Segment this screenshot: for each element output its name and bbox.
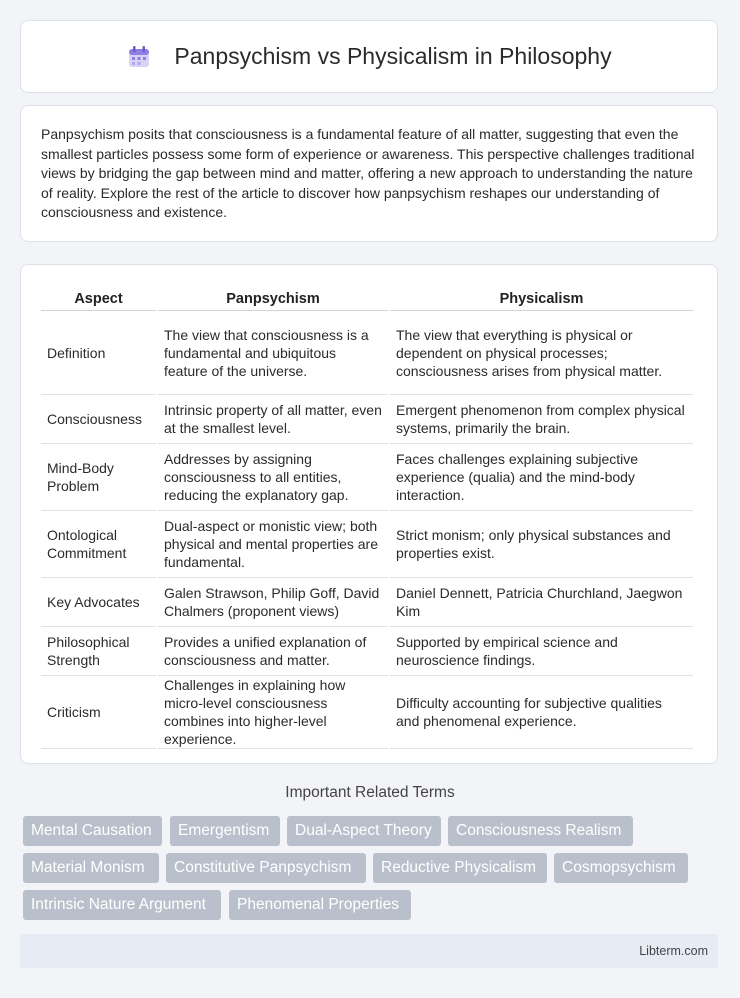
table-row — [41, 444, 693, 511]
row-physicalism: Supported by empirical science and neuroscience findings. — [390, 627, 693, 676]
tag-intrinsic-nature-argument[interactable]: Intrinsic Nature Argument — [23, 890, 221, 920]
header-panpsychism: Panpsychism — [158, 287, 388, 311]
table-row — [41, 627, 693, 676]
row-physicalism: Faces challenges explaining subjective experience (qualia) and the mind-body interaction. — [390, 444, 693, 511]
tag-material-monism[interactable]: Material Monism — [23, 853, 159, 883]
tag-phenomenal-properties[interactable]: Phenomenal Properties — [229, 890, 411, 920]
tag-dual-aspect-theory[interactable]: Dual-Aspect Theory — [287, 816, 441, 846]
row-physicalism: Strict monism; only physical substances and properties exist. — [390, 511, 693, 578]
row-aspect: Criticism — [41, 676, 156, 749]
table-header-row — [41, 287, 693, 311]
row-panpsychism: Provides a unified explanation of consciousness and matter. — [158, 627, 388, 676]
row-aspect: Ontological Commitment — [41, 511, 156, 578]
row-panpsychism: Galen Strawson, Philip Goff, David Chalmers (proponent views) — [158, 578, 388, 627]
intro-text: Panpsychism posits that consciousness is a fundamental feature of all matter, suggesting that even the smallest particles possess some form of experience or awareness. This perspective challenges traditional views by bridging the gap between mind and matter, offering a new approach to understanding the nature of reality. Explore the rest of the article to discover how panpsychism reshapes our understanding of consciousness and existence. — [41, 126, 695, 220]
row-panpsychism: The view that consciousness is a fundamental and ubiquitous feature of the universe. — [158, 311, 388, 395]
tag-reductive-physicalism[interactable]: Reductive Physicalism — [373, 853, 547, 883]
table-row — [41, 578, 693, 627]
tag-cosmopsychism[interactable]: Cosmopsychism — [554, 853, 688, 883]
page-title: Panpsychism vs Physicalism in Philosophy — [174, 43, 612, 69]
row-aspect: Key Advocates — [41, 578, 156, 627]
row-aspect: Mind-Body Problem — [41, 444, 156, 511]
intro-card — [20, 105, 718, 242]
row-panpsychism: Addresses by assigning consciousness to all entities, reducing the explanatory gap. — [158, 444, 388, 511]
row-panpsychism: Intrinsic property of all matter, even at the smallest level. — [158, 395, 388, 444]
table-row — [41, 311, 693, 395]
row-physicalism: Daniel Dennett, Patricia Churchland, Jaegwon Kim — [390, 578, 693, 627]
tag-constitutive-panpsychism[interactable]: Constitutive Panpsychism — [166, 853, 366, 883]
table-row — [41, 676, 693, 749]
tag-mental-causation[interactable]: Mental Causation — [23, 816, 162, 846]
footer-brand[interactable]: Libterm.com — [639, 944, 708, 958]
row-physicalism: The view that everything is physical or dependent on physical processes; consciousness arises from physical matter. — [390, 311, 693, 395]
row-physicalism: Emergent phenomenon from complex physical systems, primarily the brain. — [390, 395, 693, 444]
row-aspect: Consciousness — [41, 395, 156, 444]
comparison-card — [20, 264, 718, 764]
tag-consciousness-realism[interactable]: Consciousness Realism — [448, 816, 633, 846]
row-panpsychism: Challenges in explaining how micro-level consciousness combines into higher-level experience. — [158, 676, 388, 749]
header-aspect: Aspect — [41, 287, 156, 311]
table-row — [41, 395, 693, 444]
related-terms-heading: Important Related Terms — [285, 784, 455, 801]
row-physicalism: Difficulty accounting for subjective qualities and phenomenal experience. — [390, 676, 693, 749]
header-physicalism: Physicalism — [390, 287, 693, 311]
calendar-icon — [126, 44, 152, 70]
title-card — [20, 20, 718, 93]
row-panpsychism: Dual-aspect or monistic view; both physical and mental properties are fundamental. — [158, 511, 388, 578]
row-aspect: Definition — [41, 311, 156, 395]
footer — [20, 934, 718, 968]
tag-emergentism[interactable]: Emergentism — [170, 816, 280, 846]
row-aspect: Philosophical Strength — [41, 627, 156, 676]
comparison-table — [39, 287, 695, 749]
table-row — [41, 511, 693, 578]
